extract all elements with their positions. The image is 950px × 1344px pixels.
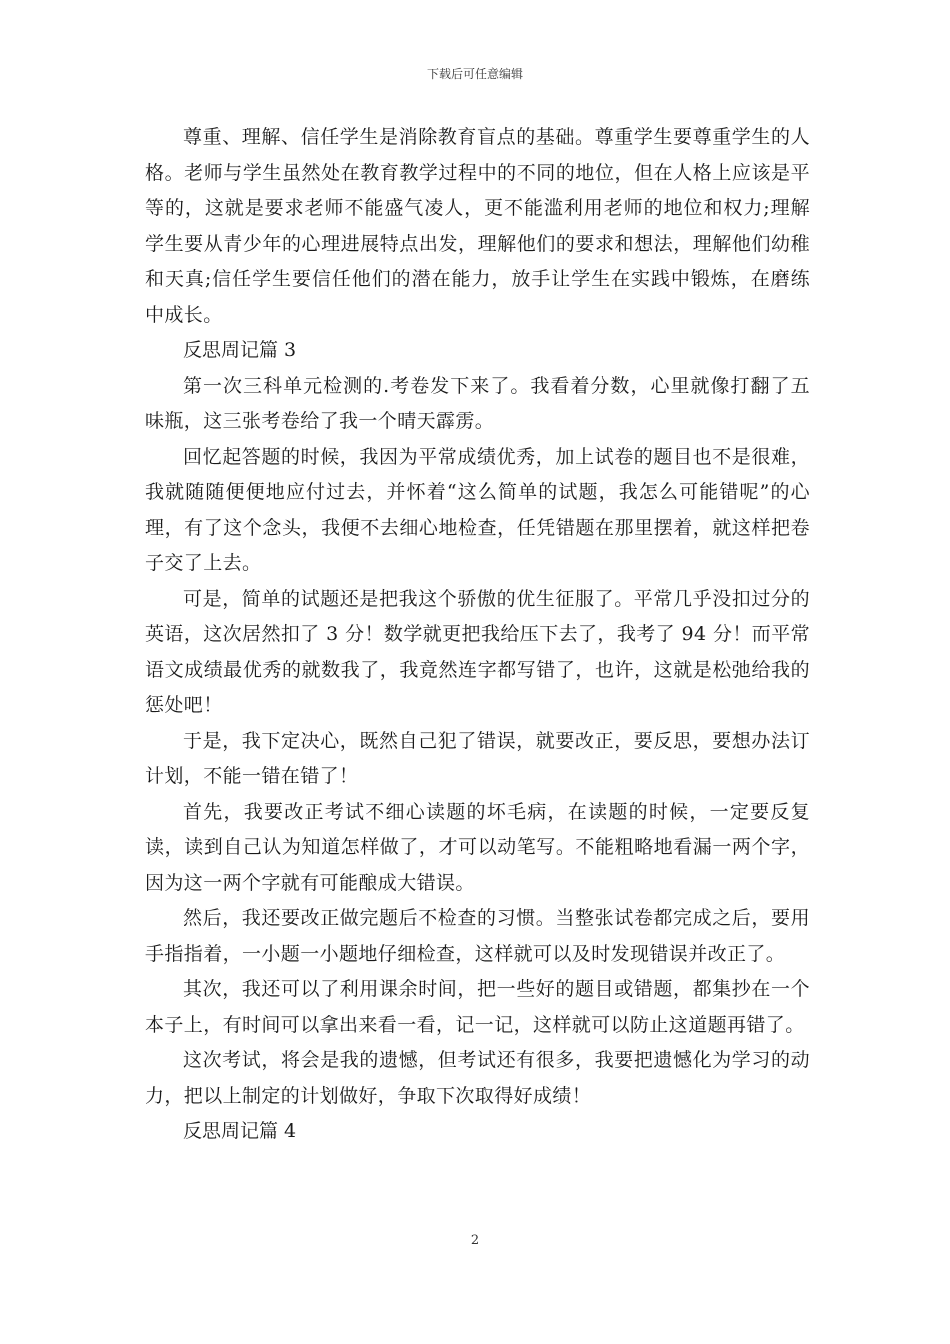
paragraph-exam-results: 第一次三科单元检测的.考卷发下来了。我看着分数，心里就像打翻了五味瓶，这三张考卷给了我一个晴天霹雳。	[145, 374, 810, 432]
page-header: 下载后可任意编辑	[426, 67, 523, 81]
paragraph-recall-answering: 回忆起答题的时候，我因为平常成绩优秀，加上试卷的题目也不是很难，我就随随便便地应付过去，并怀着“这么简单的试题，我怎么可能错呢”的心理，有了这个念头，我便不去细心地检查，任凭错题在那里摆着，就这样把卷子交了上去。	[145, 445, 810, 574]
paragraph-first-step: 首先，我要改正考试不细心读题的坏毛病，在读题的时候，一定要反复读，读到自己认为知道怎样做了，才可以动笔写。不能粗略地看漏一两个字，因为这一两个字就有可能酿成大错误。	[145, 800, 810, 894]
section-heading-reflection-4: 反思周记篇 4	[183, 1120, 297, 1142]
document-body	[145, 120, 810, 1150]
page-number: 2	[470, 1233, 480, 1248]
paragraph-next-step: 其次，我还可以了利用课余时间，把一些好的题目或错题，都集抄在一个本子上，有时间可以拿出来看一看，记一记，这样就可以防止这道题再错了。	[145, 978, 810, 1036]
paragraph-simple-questions: 可是，简单的试题还是把我这个骄傲的优生征服了。平常几乎没扣过分的英语，这次居然扣了 3 分！数学就更把我给压下去了，我考了 94 分！而平常语文成绩最优秀的就数我了，我竟然连字都写错了，也许，这就是松弛给我的惩处吧！	[145, 587, 810, 716]
paragraph-respect-understanding-trust: 尊重、理解、信任学生是消除教育盲点的基础。尊重学生要尊重学生的人格。老师与学生虽然处在教育教学过程中的不同的地位，但在人格上应该是平等的，这就是要求老师不能盛气凌人，更不能滥利用老师的地位和权力;理解学生要从青少年的心理进展特点出发，理解他们的要求和想法，理解他们幼稚和天真;信任学生要信任他们的潜在能力，放手让学生在实践中锻炼，在磨练中成长。	[145, 126, 810, 326]
paragraph-then-step: 然后，我还要改正做完题后不检查的习惯。当整张试卷都完成之后，要用手指指着，一小题一小题地仔细检查，这样就可以及时发现错误并改正了。	[145, 907, 810, 965]
paragraph-conclusion: 这次考试，将会是我的遗憾，但考试还有很多，我要把遗憾化为学习的动力，把以上制定的计划做好，争取下次取得好成绩！	[145, 1049, 810, 1107]
section-heading-reflection-3: 反思周记篇 3	[183, 339, 297, 361]
paragraph-determination: 于是，我下定决心，既然自己犯了错误，就要改正，要反思，要想办法订计划，不能一错在错了！	[145, 729, 810, 787]
